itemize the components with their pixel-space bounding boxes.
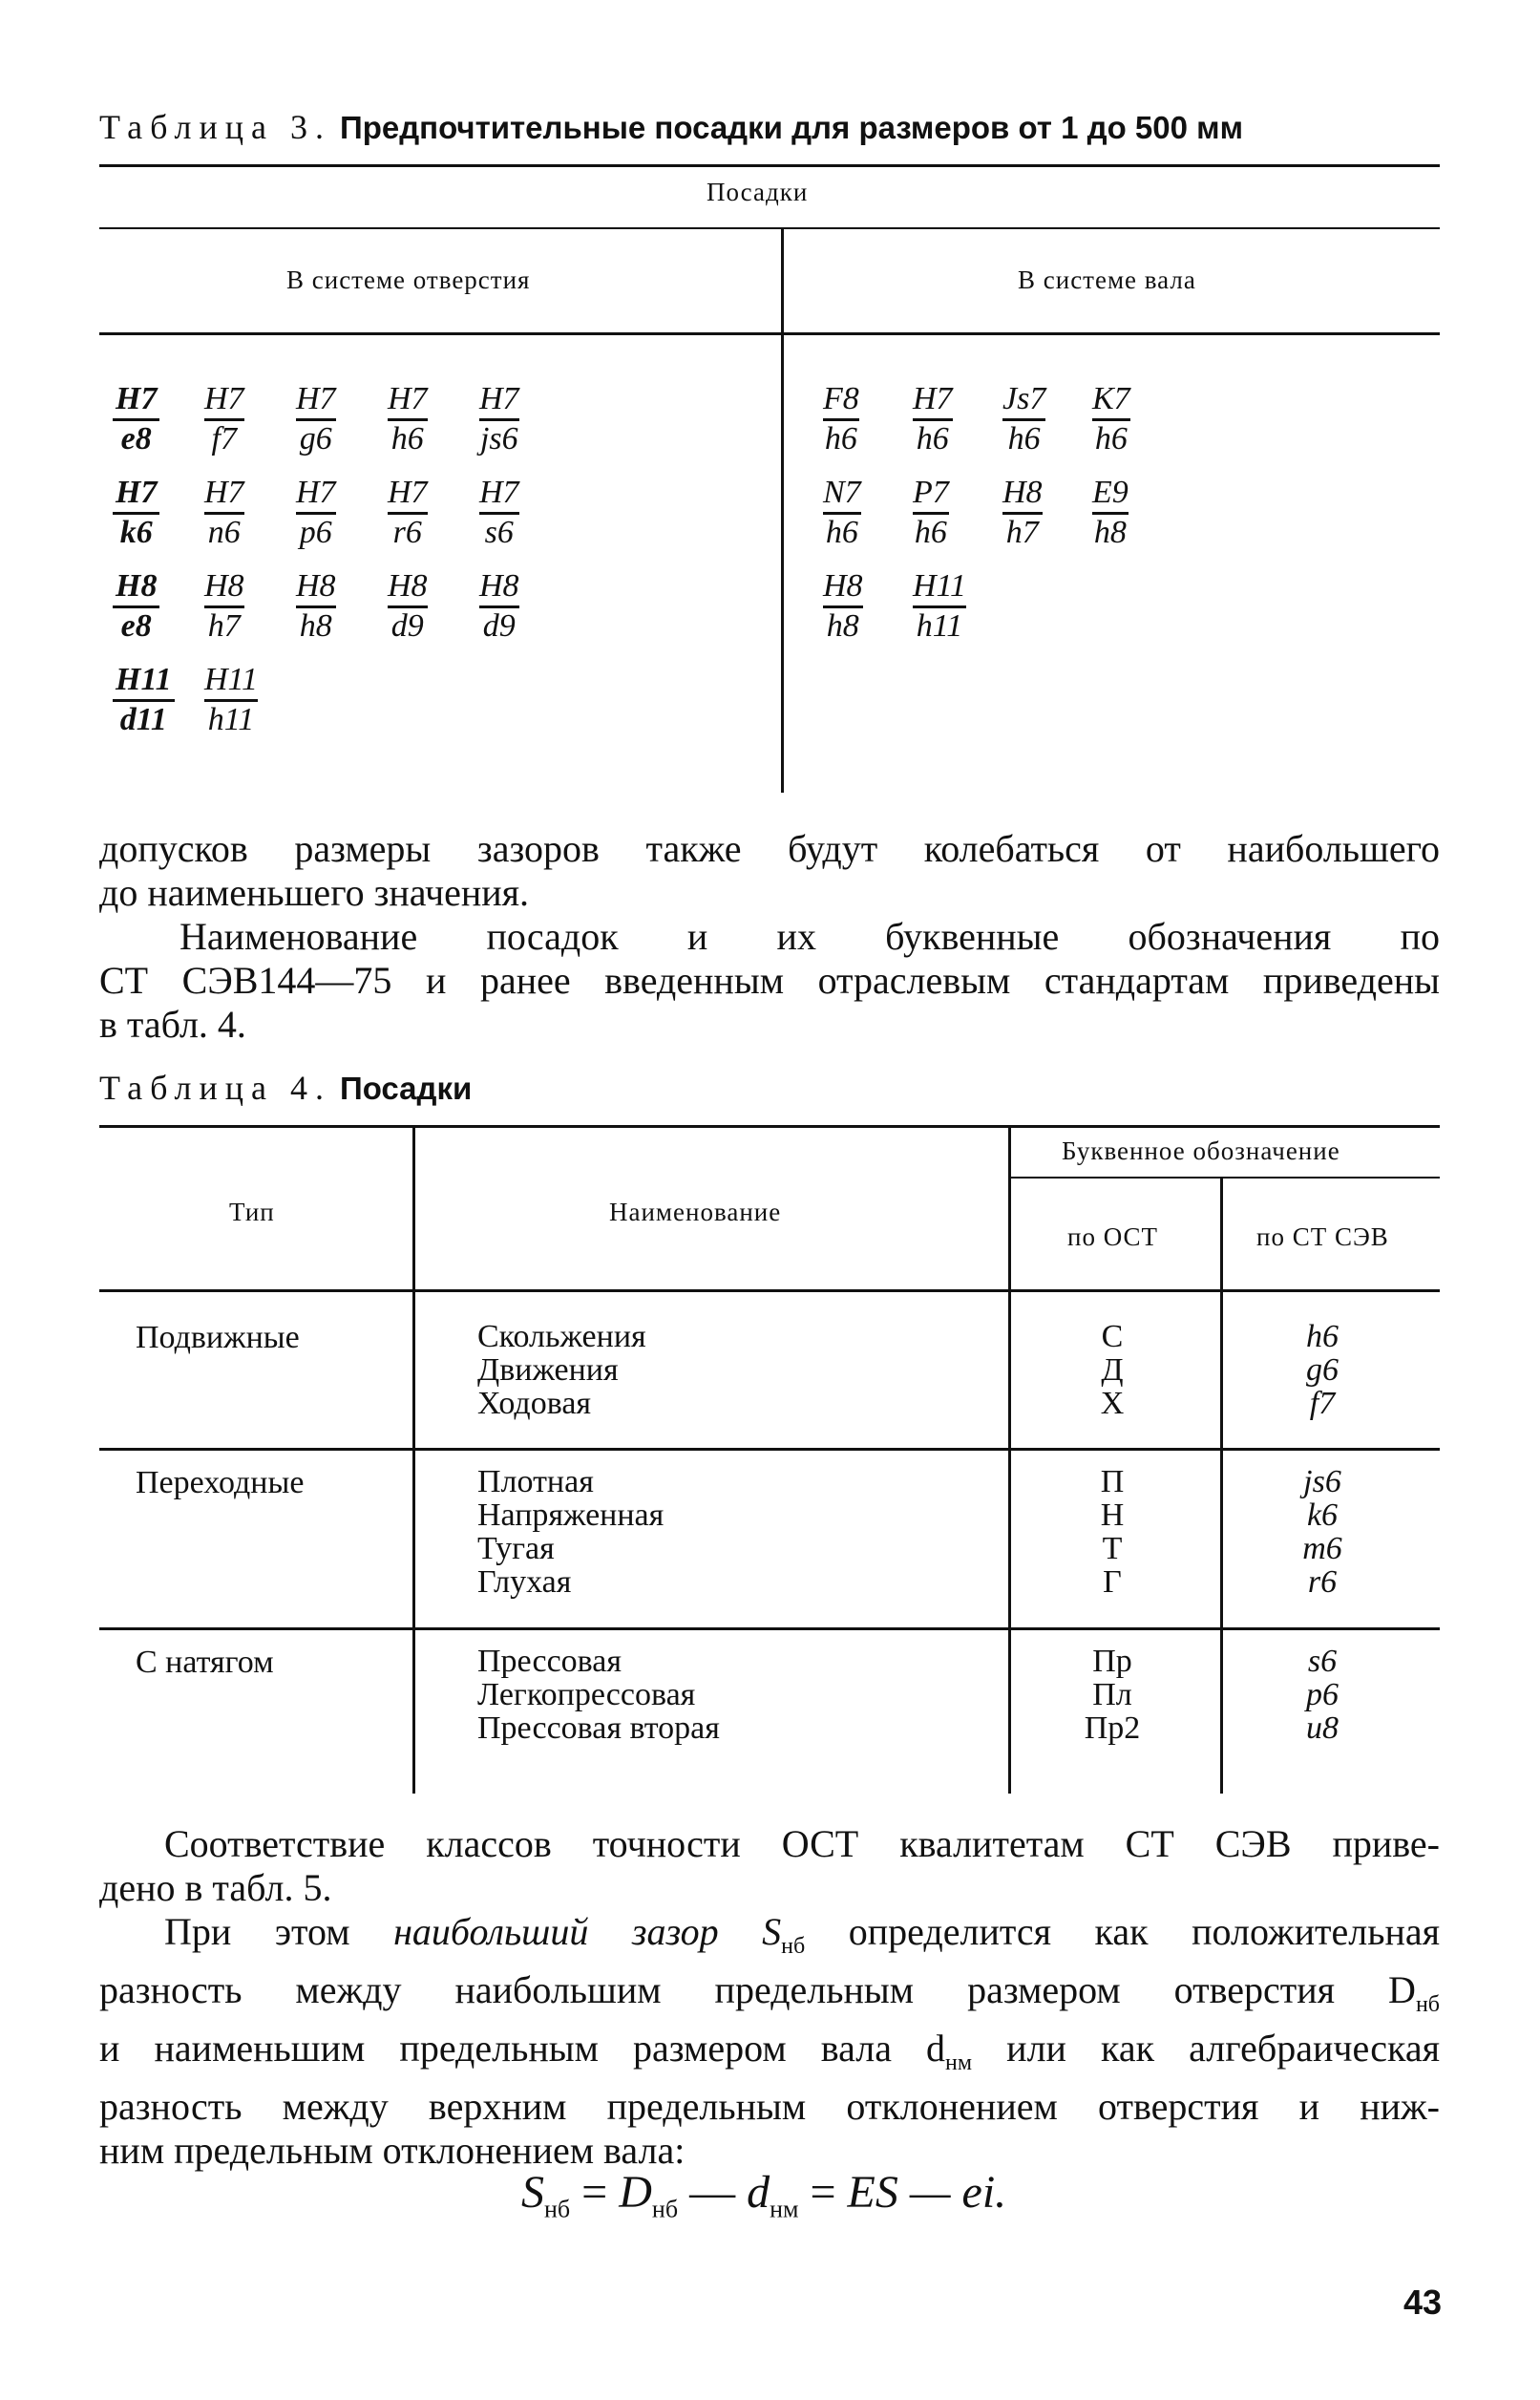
sev-designation-item: k6 bbox=[1306, 1497, 1339, 1533]
fit-shaft-tolerance: h6 bbox=[1094, 420, 1128, 457]
ost-designation-item: Г bbox=[1103, 1564, 1122, 1600]
fit-fraction bbox=[113, 663, 175, 736]
fit-hole-tolerance: H8 bbox=[116, 568, 158, 604]
fit-shaft-tolerance: h6 bbox=[916, 420, 949, 457]
fit-shaft-tolerance: h6 bbox=[914, 514, 947, 550]
fit-type: Переходные bbox=[136, 1465, 305, 1500]
fit-fraction bbox=[913, 476, 949, 549]
table4-header-rule bbox=[99, 1289, 1440, 1292]
fit-hole-tolerance: N7 bbox=[823, 475, 861, 510]
fit-fraction bbox=[823, 569, 863, 643]
fit-type: С натягом bbox=[136, 1645, 274, 1680]
table3-column-divider bbox=[781, 227, 784, 793]
sev-designation-item: f7 bbox=[1309, 1386, 1336, 1421]
fit-shaft-tolerance: k6 bbox=[119, 514, 153, 550]
fit-fraction bbox=[204, 476, 244, 549]
sev-designation-item: r6 bbox=[1307, 1564, 1338, 1600]
page-number: 43 bbox=[1403, 2283, 1443, 2322]
fit-fraction bbox=[296, 569, 336, 643]
fit-hole-tolerance: H8 bbox=[479, 568, 519, 604]
fit-name: Плотная bbox=[477, 1464, 594, 1499]
fit-hole-tolerance: H8 bbox=[388, 568, 428, 604]
ost-designation-item: Х bbox=[1100, 1386, 1125, 1421]
ost-designations bbox=[1060, 1465, 1165, 1599]
fit-fraction bbox=[823, 382, 859, 456]
ost-designations bbox=[1060, 1320, 1165, 1420]
sev-designation-item: s6 bbox=[1307, 1644, 1338, 1679]
fit-names bbox=[477, 1645, 720, 1745]
table4-header-sev: по СТ СЭВ bbox=[1256, 1222, 1389, 1251]
fit-hole-tolerance: H11 bbox=[116, 662, 172, 697]
fit-shaft-tolerance: h7 bbox=[1005, 514, 1039, 550]
fit-hole-tolerance: H7 bbox=[116, 381, 158, 416]
fit-shaft-tolerance: h11 bbox=[916, 607, 963, 644]
fit-hole-tolerance: H8 bbox=[296, 568, 336, 604]
table4-header-name: Наименование bbox=[609, 1198, 782, 1226]
fit-shaft-tolerance: s6 bbox=[484, 514, 514, 550]
table4-divider-1 bbox=[412, 1125, 415, 1794]
table3-header-group: Посадки bbox=[707, 178, 809, 206]
fit-name: Легкопрессовая bbox=[477, 1677, 696, 1712]
table3-caption bbox=[99, 107, 1243, 147]
fit-hole-tolerance: H7 bbox=[913, 381, 953, 416]
fit-shaft-tolerance: h6 bbox=[824, 420, 857, 457]
table3-header-hole: В системе отверстия bbox=[286, 265, 531, 294]
formula: $S_{нб} = D_{нб}$ — $d_{нм}$ = ES — ei. bbox=[521, 2167, 1007, 2223]
table4-header-ost: по ОСТ bbox=[1067, 1222, 1159, 1251]
table4-header-type: Тип bbox=[229, 1198, 275, 1226]
fit-hole-tolerance: K7 bbox=[1092, 381, 1130, 416]
fit-name: Прессовая bbox=[477, 1644, 622, 1679]
fit-hole-tolerance: H7 bbox=[296, 475, 336, 510]
ost-designation-item: Пр2 bbox=[1084, 1710, 1141, 1746]
fit-name: Ходовая bbox=[477, 1386, 592, 1421]
paragraph-3-line-2: дено в табл. 5. bbox=[99, 1866, 332, 1909]
fit-name: Напряженная bbox=[477, 1497, 665, 1533]
paragraph-3-line-1: Соответствие классов точности ОСТ квалитетам СТ СЭВ приве- bbox=[164, 1822, 1440, 1865]
fit-fraction bbox=[1002, 476, 1043, 549]
fit-fraction bbox=[296, 476, 336, 549]
ost-designation-item: П bbox=[1100, 1464, 1125, 1499]
paragraph-4-line-2: разность между наибольшим предельным размером отверстия $D_{нб}$ bbox=[99, 1968, 1440, 2017]
paragraph-4-line-5: ним предельным отклонением вала: bbox=[99, 2129, 686, 2172]
ost-designation-item: С bbox=[1101, 1319, 1124, 1354]
table4-caption bbox=[99, 1068, 472, 1108]
table4-top-rule bbox=[99, 1125, 1440, 1128]
table4-group-rule bbox=[99, 1627, 1440, 1630]
fit-shaft-tolerance: h6 bbox=[1007, 420, 1041, 457]
fit-shaft-tolerance: h11 bbox=[207, 701, 255, 737]
table4-divider-2 bbox=[1008, 1125, 1011, 1794]
fit-shaft-tolerance: g6 bbox=[299, 420, 332, 457]
fit-fraction bbox=[204, 569, 244, 643]
fit-shaft-tolerance: f7 bbox=[211, 420, 237, 457]
fit-fraction bbox=[204, 663, 258, 736]
fit-shaft-tolerance: h8 bbox=[1093, 514, 1127, 550]
fit-hole-tolerance: H8 bbox=[823, 568, 863, 604]
table3-top-rule bbox=[99, 164, 1440, 167]
fit-name: Движения bbox=[477, 1352, 619, 1388]
fit-hole-tolerance: H7 bbox=[204, 381, 244, 416]
table3-header-shaft: В системе вала bbox=[1018, 265, 1196, 294]
fit-fraction bbox=[1092, 382, 1130, 456]
fit-hole-tolerance: F8 bbox=[823, 381, 859, 416]
fit-shaft-tolerance: e8 bbox=[120, 607, 152, 644]
fit-fraction bbox=[1002, 382, 1045, 456]
fit-name: Тугая bbox=[477, 1531, 555, 1566]
ost-designation-item: Пр bbox=[1092, 1644, 1132, 1679]
fit-hole-tolerance: H11 bbox=[913, 568, 967, 604]
paragraph-4-line-1: При этом наибольший зазор $S_{нб}$ определится как положительная bbox=[164, 1910, 1441, 1959]
fit-hole-tolerance: H8 bbox=[204, 568, 244, 604]
fit-fraction bbox=[204, 382, 244, 456]
fit-shaft-tolerance: h7 bbox=[207, 607, 241, 644]
fit-shaft-tolerance: d9 bbox=[482, 607, 516, 644]
sev-designation-item: js6 bbox=[1303, 1464, 1341, 1499]
paragraph-1 bbox=[99, 827, 1440, 915]
table3-header-rule bbox=[99, 332, 1440, 335]
fit-fraction bbox=[296, 382, 336, 456]
fit-fraction bbox=[113, 476, 159, 549]
table4-header-letter: Буквенное обозначение bbox=[1062, 1136, 1340, 1165]
paragraph-2-line-1: Наименование посадок и их буквенные обозначения по bbox=[179, 915, 1440, 958]
sev-designation-item: p6 bbox=[1306, 1677, 1339, 1712]
ost-designation-item: Н bbox=[1100, 1497, 1125, 1533]
paragraph-4 bbox=[99, 1910, 1440, 2173]
fit-names bbox=[477, 1320, 646, 1420]
term-max-clearance: наибольший зазор $S_{нб}$ bbox=[393, 1910, 806, 1959]
fit-fraction bbox=[113, 382, 159, 456]
fit-fraction bbox=[479, 476, 519, 549]
fit-fraction bbox=[913, 382, 953, 456]
fit-hole-tolerance: H7 bbox=[116, 475, 158, 510]
fit-shaft-tolerance: h8 bbox=[299, 607, 332, 644]
fit-shaft-tolerance: h6 bbox=[825, 514, 858, 550]
fit-hole-tolerance: H7 bbox=[296, 381, 336, 416]
fit-fraction bbox=[479, 382, 519, 456]
paragraph-2-line-3: в табл. 4. bbox=[99, 1003, 246, 1046]
fit-hole-tolerance: H7 bbox=[388, 475, 428, 510]
sev-designation-item: m6 bbox=[1302, 1531, 1342, 1566]
paragraph-2 bbox=[99, 915, 1440, 1047]
fit-hole-tolerance: H11 bbox=[204, 662, 259, 697]
fit-type: Подвижные bbox=[136, 1320, 300, 1355]
fit-shaft-tolerance: h6 bbox=[390, 420, 424, 457]
ost-designation-item: Т bbox=[1102, 1531, 1123, 1566]
fit-fraction bbox=[388, 382, 428, 456]
table3-caption-title: Предпочтительные посадки для размеров от 1 до 500 мм bbox=[339, 110, 1243, 145]
sev-designations bbox=[1270, 1320, 1375, 1420]
fit-hole-tolerance: H7 bbox=[388, 381, 428, 416]
fit-name: Скольжения bbox=[477, 1319, 646, 1354]
table4-divider-3 bbox=[1220, 1179, 1223, 1794]
fit-shaft-tolerance: e8 bbox=[120, 420, 152, 457]
fit-fraction bbox=[1092, 476, 1129, 549]
table4-group-rule bbox=[99, 1448, 1440, 1451]
fit-hole-tolerance: Js7 bbox=[1002, 381, 1046, 416]
fit-name: Прессовая вторая bbox=[477, 1710, 720, 1746]
fit-fraction bbox=[113, 569, 159, 643]
table3-caption-label: Таблица 3. bbox=[99, 108, 331, 146]
fit-shaft-tolerance: r6 bbox=[392, 514, 422, 550]
fit-shaft-tolerance: js6 bbox=[479, 420, 518, 457]
fit-hole-tolerance: P7 bbox=[913, 475, 949, 510]
fit-fraction bbox=[388, 476, 428, 549]
sev-designation-item: h6 bbox=[1306, 1319, 1339, 1354]
fit-hole-tolerance: H7 bbox=[204, 475, 244, 510]
fit-fraction bbox=[388, 569, 428, 643]
table4-caption-title: Посадки bbox=[339, 1071, 473, 1106]
fit-shaft-tolerance: d11 bbox=[119, 701, 167, 737]
paragraph-1-line-1: допусков размеры зазоров также будут колебаться от наибольшего bbox=[99, 827, 1440, 870]
fit-shaft-tolerance: n6 bbox=[207, 514, 241, 550]
ost-designations bbox=[1060, 1645, 1165, 1745]
ost-designation-item: Пл bbox=[1092, 1677, 1132, 1712]
fit-names bbox=[477, 1465, 664, 1599]
fit-fraction bbox=[479, 569, 519, 643]
sev-designation-item: u8 bbox=[1306, 1710, 1339, 1746]
paragraph-2-line-2: СТ СЭВ144—75 и ранее введенным отраслевым стандартам приведены bbox=[99, 959, 1440, 1002]
fit-shaft-tolerance: h8 bbox=[826, 607, 859, 644]
table3-group-rule bbox=[99, 227, 1440, 229]
sev-designation-item: g6 bbox=[1306, 1352, 1339, 1388]
fit-shaft-tolerance: d9 bbox=[390, 607, 424, 644]
fit-fraction bbox=[823, 476, 861, 549]
sev-designations bbox=[1270, 1645, 1375, 1745]
ost-designation-item: Д bbox=[1101, 1352, 1124, 1388]
fit-shaft-tolerance: p6 bbox=[299, 514, 332, 550]
fit-fraction bbox=[913, 569, 966, 643]
paragraph-4-line-3: и наименьшим предельным размером вала $d_{нм}$ или как алгебраическая bbox=[99, 2027, 1440, 2075]
paragraph-4-line-4: разность между верхним предельным отклонением отверстия и ниж- bbox=[99, 2085, 1440, 2128]
fit-hole-tolerance: H7 bbox=[479, 475, 519, 510]
paragraph-1-line-2: до наименьшего значения. bbox=[99, 871, 530, 914]
table4-subheader-rule bbox=[1008, 1177, 1440, 1179]
table4-caption-label: Таблица 4. bbox=[99, 1069, 331, 1107]
sev-designations bbox=[1270, 1465, 1375, 1599]
fit-hole-tolerance: E9 bbox=[1092, 475, 1129, 510]
fit-hole-tolerance: H8 bbox=[1002, 475, 1043, 510]
paragraph-3 bbox=[99, 1822, 1440, 1910]
fit-name: Глухая bbox=[477, 1564, 572, 1600]
fit-hole-tolerance: H7 bbox=[479, 381, 519, 416]
